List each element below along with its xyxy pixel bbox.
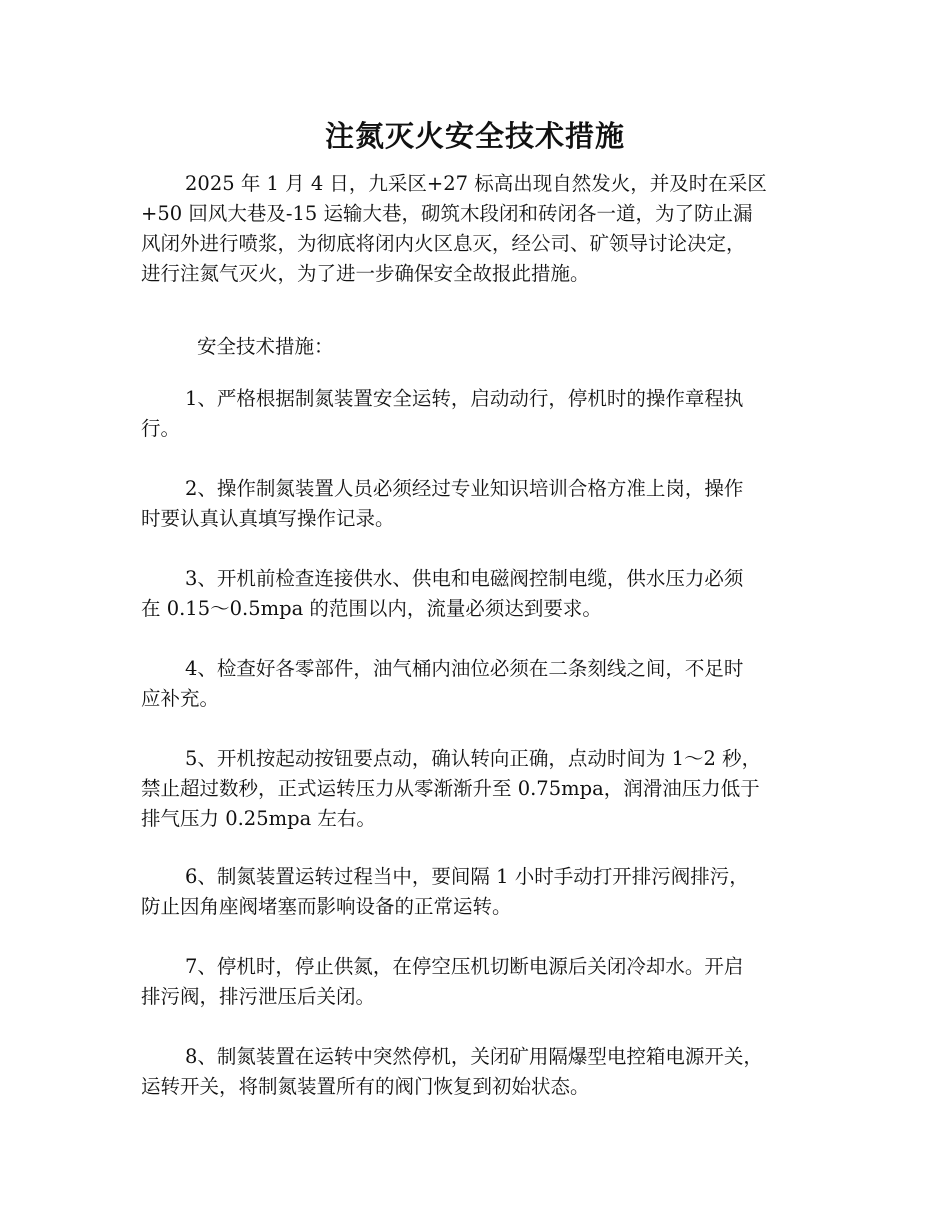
item-line: 禁止超过数秒，正式运转压力从零渐渐升至 0.75mpa，润滑油压力低于: [141, 777, 760, 800]
list-item: [141, 474, 813, 534]
item-line: 防止因角座阀堵塞而影响设备的正常运转。: [141, 895, 512, 918]
intro-line: 进行注氮气灭火，为了进一步确保安全故报此措施。: [141, 262, 590, 285]
item-line: 应补充。: [141, 687, 220, 710]
item-line: 运转开关，将制氮装置所有的阀门恢复到初始状态。: [141, 1075, 590, 1098]
item-line: 排气压力 0.25mpa 左右。: [141, 807, 376, 830]
list-item: [141, 744, 813, 834]
intro-paragraph: [141, 169, 813, 289]
item-line: 4、检查好各零部件，油气桶内油位必须在二条刻线之间，不足时: [185, 657, 744, 680]
list-item: [141, 1042, 813, 1102]
item-line: 排污阀，排污泄压后关闭。: [141, 985, 376, 1008]
intro-line: +50 回风大巷及-15 运输大巷，砌筑木段闭和砖闭各一道，为了防止漏: [141, 202, 753, 225]
item-line: 8、制氮装置在运转中突然停机，关闭矿用隔爆型电控箱电源开关，: [185, 1045, 763, 1068]
item-line: 1、严格根据制氮装置安全运转，启动动行，停机时的操作章程执: [185, 387, 744, 410]
item-line: 在 0.15～0.5mpa 的范围以内，流量必须达到要求。: [141, 597, 602, 620]
list-item: [141, 654, 813, 714]
section-heading: 安全技术措施：: [197, 335, 334, 358]
document-title: 注氮灭火安全技术措施: [324, 119, 625, 153]
item-line: 6、制氮装置运转过程当中，要间隔 1 小时手动打开排污阀排污，: [185, 865, 749, 888]
intro-line: 风闭外进行喷浆，为彻底将闭内火区息灭，经公司、矿领导讨论决定，: [141, 232, 746, 255]
intro-line: 2025 年 1 月 4 日，九采区+27 标高出现自然发火，并及时在采区: [185, 172, 767, 195]
item-line: 5、开机按起动按钮要点动，确认转向正确，点动时间为 1～2 秒，: [185, 747, 762, 770]
item-line: 时要认真认真填写操作记录。: [141, 507, 395, 530]
item-line: 2、操作制氮装置人员必须经过专业知识培训合格方准上岗，操作: [185, 477, 744, 500]
list-item: [141, 564, 813, 624]
item-line: 行。: [141, 417, 181, 440]
item-line: 3、开机前检查连接供水、供电和电磁阀控制电缆，供水压力必须: [185, 567, 744, 590]
list-item: [141, 384, 813, 444]
item-line: 7、停机时，停止供氮，在停空压机切断电源后关闭冷却水。开启: [185, 955, 744, 978]
list-item: [141, 952, 813, 1012]
list-item: [141, 862, 813, 922]
